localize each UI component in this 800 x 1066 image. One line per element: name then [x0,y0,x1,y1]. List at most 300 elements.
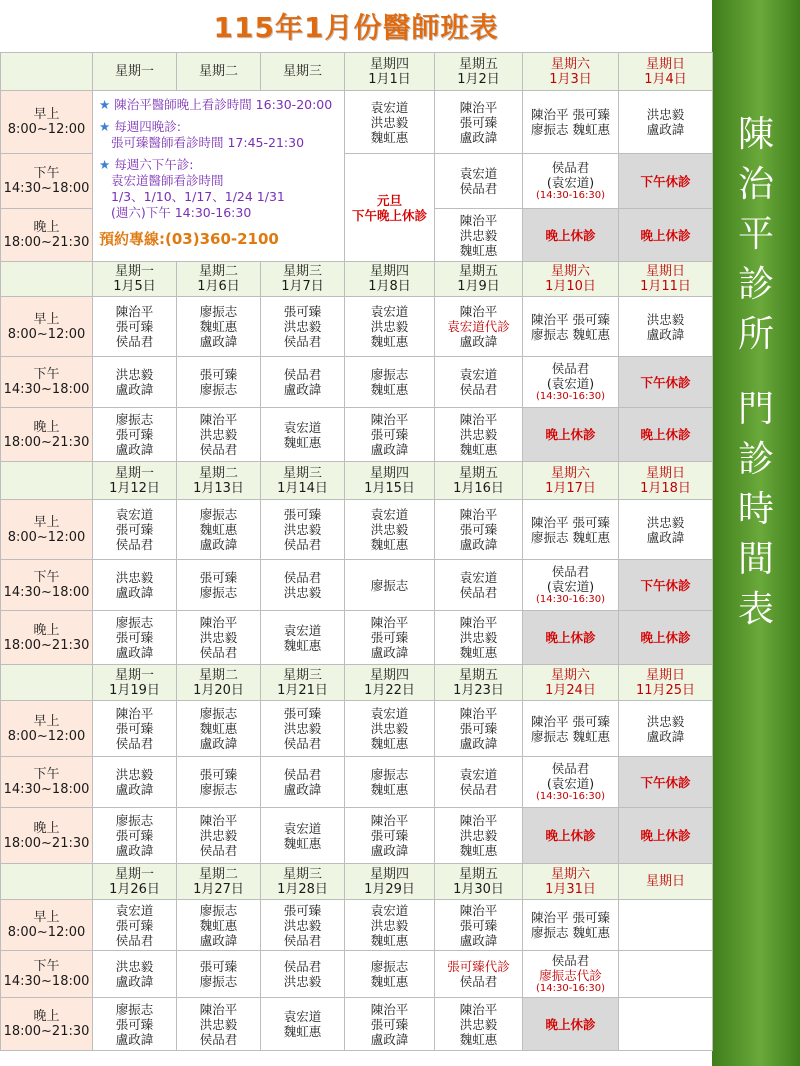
doctor-name: 洪忠毅 [283,917,322,933]
doctor-name: 張可臻 [283,304,322,319]
doctor-name: 廖振志 魏虹惠 [531,925,610,940]
schedule-cell [177,611,261,665]
slot-row [1,701,713,757]
doctor-name: 魏虹惠 [283,434,322,450]
doctor-name: 陳治平 [199,813,238,828]
schedule-cell [523,757,619,808]
schedule-cell [619,297,713,357]
doctor-name: 盧政諱 [115,442,154,457]
doctor-name: 張可臻 [115,721,154,736]
schedule-cell [177,408,261,462]
doctor-name: 魏虹惠 [370,932,409,948]
time-slot-label: 晚上 18:00~21:30 [1,998,93,1051]
schedule-cell [177,560,261,611]
time-slot-label: 晚上 18:00~21:30 [1,808,93,864]
day-header: 星期四 1月22日 [345,665,435,701]
doctor-name: 侯品君 [459,382,498,397]
doctor-name: 盧政諱 [459,537,498,552]
day-header: 星期二 1月13日 [177,462,261,500]
doctor-name: 廖振志 魏虹惠 [531,122,610,137]
doctor-name: (袁宏道) [546,579,595,594]
doctor-name: 魏虹惠 [370,782,409,797]
doctor-name: 袁宏道 [283,622,322,638]
day-header: 星期二 [177,53,261,91]
note-line: 張可臻醫師看診時間 17:45-21:30 [111,135,305,150]
day-header: 星期一 1月19日 [93,665,177,701]
closed-cell: 晚上休診 [523,611,619,665]
schedule-cell [523,701,619,757]
doctor-name: 洪忠毅 [459,427,498,442]
day-header: 星期六 1月3日 [523,53,619,91]
doctor-name: 張可臻 [283,507,322,522]
doctor-name: 陳治平 [370,615,409,630]
schedule-cell [345,500,435,560]
doctor-name: 盧政諱 [199,736,238,751]
schedule-cell [435,900,523,951]
schedule-cell [261,998,345,1051]
schedule-cell [435,357,523,408]
schedule-cell [345,408,435,462]
doctor-name: 洪忠毅 [459,227,498,243]
schedule-cell [177,951,261,998]
doctor-name: 元旦 [376,192,402,208]
doctor-name: 廖振志代診 [539,968,602,983]
schedule-cell [523,91,619,154]
doctor-name: 洪忠毅 [370,721,409,736]
doctor-name: 袁宏道 [370,902,409,918]
doctor-name: 盧政諱 [199,932,238,948]
schedule-subtitle: 門 診 時 間 表 [737,389,774,630]
doctor-name: 袁宏道 [459,367,498,382]
schedule-cell [523,297,619,357]
schedule-cell [435,951,523,998]
time-slot-label: 早上 8:00~12:00 [1,297,93,357]
doctor-name: 盧政諱 [370,645,409,660]
doctor-name: 洪忠毅 [646,107,685,122]
day-header: 星期日 1月18日 [619,462,713,500]
doctor-name: (袁宏道) [546,776,595,791]
schedule-cell [435,611,523,665]
doctor-name: 陳治平 張可臻 [531,107,610,122]
doctor-name: 洪忠毅 [283,721,322,736]
doctor-name: 侯品君 [459,181,498,196]
doctor-name: 侯品君 [459,974,498,989]
time-slot-label: 早上 8:00~12:00 [1,900,93,951]
doctor-name: 洪忠毅 [646,713,685,729]
schedule-cell [93,408,177,462]
day-header: 星期六 1月31日 [523,864,619,900]
doctor-name: 魏虹惠 [199,522,238,537]
doctor-name: 洪忠毅 [115,767,154,782]
day-header: 星期五 1月30日 [435,864,523,900]
doctor-name: (14:30-16:30) [535,594,606,605]
doctor-name: 盧政諱 [115,585,154,600]
doctor-name: 洪忠毅 [370,522,409,537]
schedule-cell [93,560,177,611]
doctor-name: 侯品君 [199,1031,238,1047]
doctor-name: 廖振志 [370,767,409,782]
doctor-name: 廖振志 [370,959,409,974]
doctor-name: 洪忠毅 [199,1016,238,1032]
doctor-name: 張可臻 [199,959,238,974]
schedule-cell [619,900,713,951]
note-line: ★ 陳治平醫師晚上看診時間 16:30-20:00 [99,97,333,112]
doctor-name: 陳治平 [459,706,498,721]
page-title: 115年1月份醫師班表 [213,11,499,44]
schedule-cell [93,951,177,998]
day-header: 星期日 1月4日 [619,53,713,91]
doctor-name: 盧政諱 [115,1031,154,1047]
doctor-name: 廖振志 [199,304,238,319]
schedule-cell [177,500,261,560]
schedule-cell [345,951,435,998]
doctor-name: 洪忠毅 [283,974,322,989]
doctor-name: 侯品君 [459,585,498,600]
schedule-cell [93,500,177,560]
doctor-name: 盧政諱 [646,122,685,137]
doctor-name: 盧政諱 [370,843,409,858]
doctor-name: 盧政諱 [459,932,498,948]
schedule-cell [435,154,523,209]
doctor-name: 洪忠毅 [199,828,238,843]
doctor-name: 陳治平 [459,99,498,115]
closed-cell: 晚上休診 [619,611,713,665]
doctor-name: 張可臻 [459,917,498,933]
doctor-name: 張可臻 [459,114,498,130]
day-header: 星期五 1月2日 [435,53,523,91]
doctor-name: 陳治平 [370,412,409,427]
time-slot-label: 下午 14:30~18:00 [1,757,93,808]
doctor-name: 陳治平 [459,1001,498,1017]
doctor-name: (14:30-16:30) [535,983,606,994]
schedule-cell [261,297,345,357]
slot-row [1,611,713,665]
schedule-cell [435,209,523,262]
doctor-name: 張可臻 [370,630,409,645]
day-header: 星期五 1月16日 [435,462,523,500]
schedule-cell [261,611,345,665]
doctor-name: 盧政諱 [646,728,685,744]
notes-cell [93,91,345,262]
doctor-name: 袁宏道 [370,304,409,319]
closed-cell: 晚上休診 [619,408,713,462]
day-header: 星期三 [261,53,345,91]
doctor-name: 張可臻 [115,630,154,645]
doctor-name: 魏虹惠 [199,319,238,334]
schedule-cell [93,297,177,357]
week-header-row [1,462,713,500]
doctor-name: 盧政諱 [459,129,498,145]
schedule-cell [93,611,177,665]
doctor-name: 洪忠毅 [115,367,154,382]
schedule-cell [435,91,523,154]
doctor-name: 魏虹惠 [459,645,498,660]
closed-cell: 晚上休診 [523,808,619,864]
doctor-name: 袁宏道 [459,166,498,181]
doctor-name: 張可臻 [199,367,238,382]
doctor-name: 張可臻 [115,427,154,442]
schedule-cell [523,154,619,209]
doctor-name: 張可臻 [199,570,238,585]
day-header: 星期二 1月27日 [177,864,261,900]
time-slot-label: 早上 8:00~12:00 [1,500,93,560]
day-header: 星期三 1月21日 [261,665,345,701]
doctor-name: 侯品君 [551,361,590,376]
doctor-name: 侯品君 [551,564,590,579]
doctor-name: 袁宏道 [370,99,409,115]
time-slot-label: 晚上 18:00~21:30 [1,209,93,262]
doctor-name: 魏虹惠 [459,442,498,457]
slot-row [1,808,713,864]
doctor-name: 陳治平 [459,412,498,427]
doctor-name: 魏虹惠 [370,537,409,552]
doctor-name: 張可臻 [283,902,322,918]
doctor-name: 廖振志 [199,507,238,522]
doctor-name: 洪忠毅 [646,514,685,530]
doctor-name: 盧政諱 [115,974,154,989]
doctor-name: 侯品君 [115,736,154,751]
doctor-name: 侯品君 [115,932,154,948]
schedule-cell [523,357,619,408]
closed-cell: 下午休診 [619,560,713,611]
closed-cell: 晚上休診 [619,209,713,262]
doctor-name: 廖振志 [370,367,409,382]
schedule-cell [93,701,177,757]
time-slot-label: 下午 14:30~18:00 [1,560,93,611]
day-header: 星期四 1月29日 [345,864,435,900]
schedule-cell [619,998,713,1051]
doctor-name: 陳治平 [459,813,498,828]
doctor-name: (袁宏道) [546,175,595,190]
doctor-name: 洪忠毅 [283,319,322,334]
schedule-cell [619,951,713,998]
doctor-name: 盧政諱 [115,782,154,797]
doctor-name: 侯品君 [199,442,238,457]
schedule-cell [345,560,435,611]
doctor-name: 張可臻 [115,522,154,537]
doctor-name: 侯品君 [199,843,238,858]
doctor-name: 陳治平 [199,1001,238,1017]
doctor-name: 洪忠毅 [459,630,498,645]
schedule-cell [261,357,345,408]
day-header: 星期四 1月8日 [345,262,435,297]
star-icon: ★ [99,119,115,134]
doctor-name: 洪忠毅 [370,114,409,130]
schedule-cell [261,757,345,808]
day-header: 星期日 1月11日 [619,262,713,297]
day-header: 星期一 1月12日 [93,462,177,500]
week-header-row [1,864,713,900]
doctor-name: 陳治平 [115,706,154,721]
time-slot-label: 晚上 18:00~21:30 [1,408,93,462]
schedule-cell [177,900,261,951]
holiday-cell [345,154,435,262]
week-header-row [1,262,713,297]
doctor-name: 洪忠毅 [199,630,238,645]
doctor-name: 魏虹惠 [283,637,322,653]
doctor-name: 魏虹惠 [199,721,238,736]
doctor-name: 袁宏道 [283,1009,322,1024]
doctor-name: 侯品君 [283,959,322,974]
doctor-name: 張可臻 [459,522,498,537]
closed-cell: 下午休診 [619,757,713,808]
doctor-name: 張可臻 [115,828,154,843]
schedule-cell [435,757,523,808]
schedule-cell [435,500,523,560]
doctor-name: 陳治平 張可臻 [531,910,610,925]
doctor-name: 魏虹惠 [283,835,322,851]
doctor-name: 侯品君 [199,645,238,660]
schedule-cell [523,900,619,951]
day-header: 星期一 1月26日 [93,864,177,900]
doctor-name: 廖振志 [199,585,238,600]
doctor-name: 廖振志 [199,902,238,918]
day-header: 星期三 1月14日 [261,462,345,500]
doctor-name: 陳治平 張可臻 [531,514,610,530]
doctor-name: 袁宏道 [115,507,154,522]
doctor-name: 盧政諱 [283,782,322,797]
doctor-name: 魏虹惠 [370,129,409,145]
schedule-cell [345,611,435,665]
doctor-name: 廖振志 [199,706,238,721]
doctor-name: 袁宏道 [283,419,322,435]
doctor-name: 魏虹惠 [370,736,409,751]
doctor-name: 袁宏道 [283,820,322,836]
doctor-name: 袁宏道代診 [447,319,510,334]
doctor-name: 盧政諱 [199,537,238,552]
doctor-name: 侯品君 [283,767,322,782]
doctor-name: 陳治平 [370,813,409,828]
schedule-cell [345,808,435,864]
doctor-name: 陳治平 [199,412,238,427]
schedule-cell [261,500,345,560]
time-slot-label: 下午 14:30~18:00 [1,154,93,209]
doctor-name: 廖振志 魏虹惠 [531,326,610,342]
doctor-name: 張可臻 [459,721,498,736]
slot-row [1,951,713,998]
schedule-cell [435,701,523,757]
doctor-name: 洪忠毅 [370,319,409,334]
doctor-name: 陳治平 張可臻 [531,311,610,327]
doctor-name: 洪忠毅 [370,917,409,933]
sidebar-banner [712,0,800,1066]
doctor-name: 廖振志 [115,615,154,630]
doctor-name: 盧政諱 [646,529,685,545]
schedule-cell [435,808,523,864]
schedule-cell [345,357,435,408]
doctor-name: 陳治平 [459,212,498,228]
closed-cell: 晚上休診 [619,808,713,864]
header-placeholder [1,864,93,900]
doctor-name: 陳治平 [115,304,154,319]
slot-row [1,357,713,408]
day-header: 星期五 1月9日 [435,262,523,297]
doctor-name: 魏虹惠 [459,242,498,258]
schedule-cell [93,808,177,864]
day-header: 星期三 1月7日 [261,262,345,297]
doctor-name: 侯品君 [283,932,322,948]
doctor-name: 盧政諱 [370,1031,409,1047]
day-header: 星期六 1月17日 [523,462,619,500]
doctor-name: 盧政諱 [646,326,685,342]
doctor-name: 盧政諱 [115,843,154,858]
schedule-cell [93,757,177,808]
schedule-cell [261,560,345,611]
header-placeholder [1,462,93,500]
schedule-cell [435,297,523,357]
schedule-cell [435,408,523,462]
doctor-name: 洪忠毅 [459,828,498,843]
doctor-name: 魏虹惠 [370,382,409,397]
schedule-cell [345,998,435,1051]
closed-cell: 下午休診 [619,154,713,209]
doctor-name: 陳治平 [199,615,238,630]
doctor-name: 盧政諱 [370,442,409,457]
doctor-name: 洪忠毅 [283,585,322,600]
schedule-cell [93,998,177,1051]
day-header: 星期二 1月20日 [177,665,261,701]
schedule-cell [261,900,345,951]
week-header-row [1,665,713,701]
doctor-name: 侯品君 [283,570,322,585]
doctor-name: 魏虹惠 [459,1031,498,1047]
doctor-name: 盧政諱 [115,645,154,660]
clinic-name: 陳 治 平 診 所 [737,114,774,355]
slot-row [1,560,713,611]
time-slot-label: 早上 8:00~12:00 [1,701,93,757]
schedule-cell [523,951,619,998]
doctor-name: 袁宏道 [370,706,409,721]
doctor-name: 張可臻 [370,828,409,843]
doctor-name: 陳治平 [459,615,498,630]
doctor-name: 侯品君 [551,953,590,968]
slot-row [1,757,713,808]
doctor-name: 陳治平 張可臻 [531,713,610,729]
doctor-name: 洪忠毅 [199,427,238,442]
schedule-cell [177,357,261,408]
note-line: 袁宏道醫師看診時間 [111,173,224,188]
star-icon: ★ [99,157,115,172]
closed-cell: 晚上休診 [523,998,619,1051]
doctor-name: 侯品君 [551,160,590,175]
schedule-cell [619,500,713,560]
doctor-name: (14:30-16:30) [535,791,606,802]
day-header: 星期日 11月25日 [619,665,713,701]
doctor-name: 魏虹惠 [199,917,238,933]
doctor-name: 洪忠毅 [283,522,322,537]
schedule-table [0,52,713,1051]
schedule-cell [261,808,345,864]
day-header: 星期一 [93,53,177,91]
day-header: 星期一 1月5日 [93,262,177,297]
doctor-name: 下午晚上休診 [351,207,427,223]
doctor-name: 廖振志 [115,1001,154,1017]
schedule-cell [345,297,435,357]
schedule-cell [93,900,177,951]
doctor-name: 侯品君 [283,334,322,349]
closed-cell: 晚上休診 [523,408,619,462]
note-line: ★ 每週六下午診: [99,157,194,172]
star-icon: ★ [99,97,115,112]
doctor-name: 魏虹惠 [370,974,409,989]
day-header: 星期三 1月28日 [261,864,345,900]
doctor-name: (14:30-16:30) [535,190,606,201]
schedule-cell [345,701,435,757]
doctor-name: 袁宏道 [459,570,498,585]
doctor-name: (袁宏道) [546,376,595,391]
doctor-name: 侯品君 [283,537,322,552]
doctor-name: 陳治平 [459,304,498,319]
